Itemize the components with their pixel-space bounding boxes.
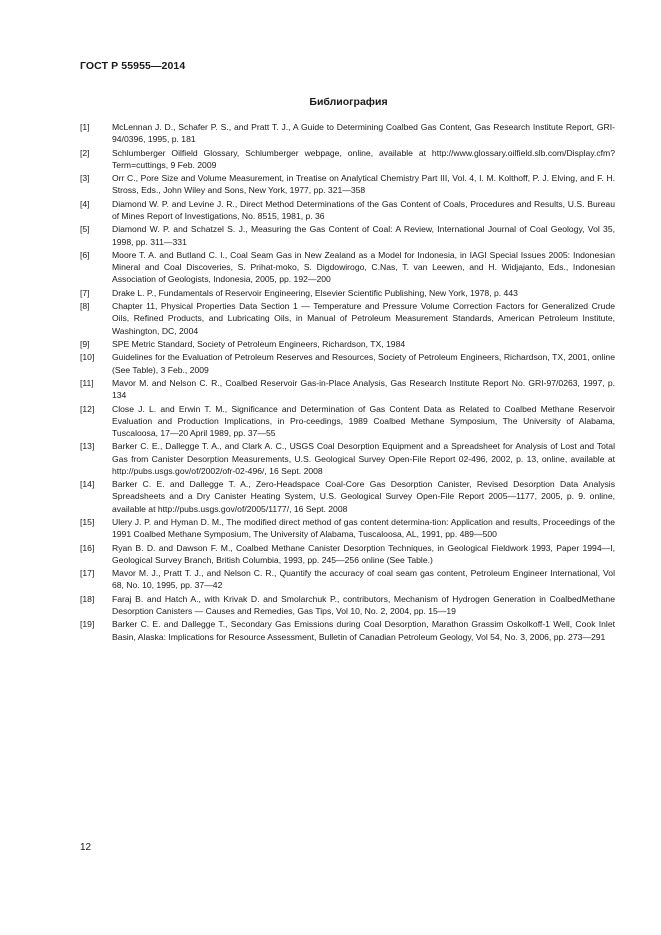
reference-text: SPE Metric Standard, Society of Petroleum Engineers, Richardson, TX, 1984 <box>112 338 406 349</box>
reference-number: [10] <box>80 352 95 363</box>
reference-number: [16] <box>80 542 95 553</box>
reference-number: [18] <box>80 593 95 604</box>
reference-text: Ryan B. D. and Dawson F. M., Coalbed Methane Canister Desorption Techniques, in Geological Fieldwork 1993, Paper 1994—I, Geological Survey Branch, British Columbia, 1993, pp. 245—256 online (See Table.) <box>112 542 615 565</box>
reference-text: Barker C. E. and Dallegge T., Secondary Gas Emissions during Coal Desorption, Marathon Grassim Oskolkoff-1 Well, Cook Inlet Basin, Alaska: Implications for Resource Assessment, Bulletin of Canadian Petroleum Geology, Vol 54, No. 3, 2006, pp. 273—291 <box>112 619 615 642</box>
reference-number: [9] <box>80 338 90 349</box>
bibliography-list <box>80 121 615 644</box>
reference-number: [1] <box>80 122 90 132</box>
standard-header: ГОСТ Р 55955—2014 <box>80 60 186 72</box>
reference-item <box>80 223 615 247</box>
reference-text: Mavor M. J., Pratt T. J., and Nelson C. R., Quantify the accuracy of coal seam gas content, Petroleum Engineer International, Vol 68, No. 10, 1995, pp. 37—42 <box>112 568 615 591</box>
reference-item <box>80 516 615 540</box>
reference-text: Diamond W. P. and Schatzel S. J., Measuring the Gas Content of Coal: A Review, International Journal of Coal Geology, Vol 35, 1998, pp. 311—331 <box>112 224 615 247</box>
reference-item <box>80 351 615 375</box>
reference-number: [12] <box>80 403 95 414</box>
reference-number: [13] <box>80 441 95 452</box>
reference-item <box>80 300 615 337</box>
reference-item <box>80 542 615 566</box>
reference-item <box>80 403 615 440</box>
reference-item <box>80 338 615 350</box>
reference-number: [5] <box>80 224 90 235</box>
reference-text: Faraj B. and Hatch A., with Krivak D. and Smolarchuk P., contributors, Mechanism of Hydrogen Generation in CoalbedMethane Desorption Canisters — Causes and Remedies, Gas Tips, Vol 10, No. 2, 2004, pp. 15—19 <box>112 593 615 616</box>
reference-number: [7] <box>80 287 90 298</box>
reference-item <box>80 147 615 171</box>
reference-item <box>80 249 615 286</box>
reference-item <box>80 440 615 477</box>
reference-item <box>80 198 615 222</box>
reference-number: [17] <box>80 568 95 579</box>
reference-text: Ulery J. P. and Hyman D. M., The modified direct method of gas content determina-tion: Application and results, Proceedings of the 1991 Coalbed Methane Symposium, The University of Alabama, Tuscaloosa, AL, 1991, pp. 489—500 <box>112 516 615 540</box>
reference-item <box>80 618 615 642</box>
reference-text: Barker C. E. and Dallegge T. A., Zero-Headspace Coal-Core Gas Desorption Canister, Revised Desorption Data Analysis Spreadsheets and a Dry Canister Heating System, U.S. Geological Survey Open-File Report 2005—1177, 2005, p. 9. online, available at http://pubs.usgs.gov/of/2005/1177/, 16 Sept. 2008 <box>112 479 615 514</box>
reference-item <box>80 172 615 196</box>
reference-number: [2] <box>80 147 90 158</box>
reference-number: [19] <box>80 619 95 630</box>
reference-item <box>80 478 615 515</box>
page-number: 12 <box>80 842 92 853</box>
reference-number: [3] <box>80 173 90 184</box>
reference-number: [11] <box>80 377 94 388</box>
reference-text: Diamond W. P. and Levine J. R., Direct Method Determinations of the Gas Content of Coals, Procedures and Results, U.S. Bureau of Mines Report of Investigations, No. 8515, 1981, p. 36 <box>112 198 615 221</box>
reference-text: Moore T. A. and Butland C. I., Coal Seam Gas in New Zealand as a Model for Indonesia, in IAGI Special Issues 2005: Indonesian Mineral and Coal Discoveries, S. Prihat-moko, S. Digdowirogo, C.Nas, T. van Leewen, and H. Widjajanto, Eds., Indonesian Association of Geologists, Indonesia, 2005, pp. 192—200 <box>112 249 615 285</box>
reference-text: McLennan J. D., Schafer P. S., and Pratt T. J., A Guide to Determining Coalbed Gas Content, Gas Research Institute Report, GRI-94/0396, 1995, p. 181 <box>112 122 615 145</box>
reference-item <box>80 567 615 591</box>
reference-number: [14] <box>80 479 95 490</box>
reference-number: [4] <box>80 198 90 209</box>
reference-text: Schlumberger Oilfield Glossary, Schlumberger webpage, online, available at http://www.glossary.oilfield.slb.com/Display.cfm?Term=cuttings, 9 Feb. 2009 <box>112 147 615 170</box>
reference-number: [6] <box>80 249 90 260</box>
reference-item <box>80 287 615 299</box>
reference-number: [15] <box>80 516 95 527</box>
reference-text: Mavor M. and Nelson C. R., Coalbed Reservoir Gas-in-Place Analysis, Gas Research Institute Report No. GRI-97/0263, 1997, p. 134 <box>112 377 615 401</box>
reference-text: Orr C., Pore Size and Volume Measurement, in Treatise on Analytical Chemistry Part III, Vol. 4, I. M. Kolthoff, P. J. Elving, and F. H. Stross, Eds., John Wiley and Sons, New York, 1977, pp. 321—358 <box>112 173 615 196</box>
bibliography-title: Библиография <box>309 96 388 108</box>
reference-text: Guidelines for the Evaluation of Petroleum Reserves and Resources, Society of Petroleum Engineers, Richardson, TX, 2001, online (See Table), 3 Feb., 2009 <box>112 352 615 375</box>
reference-item <box>80 377 615 401</box>
reference-text: Close J. L. and Erwin T. M., Significance and Determination of Gas Content Data as Related to Coalbed Methane Reservoir Evaluation and Production Implications, in Pro-ceedings, 1989 Coalbed Methane Symposium, The University of Alabama, Tuscaloosa, 17—20 April 1989, pp. 37—55 <box>112 403 615 438</box>
reference-item <box>80 121 615 145</box>
reference-text: Barker C. E., Dallegge T. A., and Clark A. C., USGS Coal Desorption Equipment and a Spreadsheet for Analysis of Lost and Total Gas from Canister Desorption Measurements, U.S. Geological Survey Open-File Report 02-496, 2002, p. 13, online, available at http://pubs.usgs.gov/of/2002/ofr-02-496/, 16 Sept. 2008 <box>112 441 615 476</box>
reference-item <box>80 593 615 617</box>
reference-number: [8] <box>80 301 90 312</box>
reference-text: Drake L. P., Fundamentals of Reservoir Engineering, Elsevier Scientific Publishing, New York, 1978, p. 443 <box>112 287 518 298</box>
reference-text: Chapter 11, Physical Properties Data Section 1 — Temperature and Pressure Volume Correction Factors for Generalized Crude Oils, Refined Products, and Lubricating Oils, in Manual of Petroleum Measurement Standards, American Petroleum Institute, Washington, DC, 2004 <box>112 301 615 336</box>
